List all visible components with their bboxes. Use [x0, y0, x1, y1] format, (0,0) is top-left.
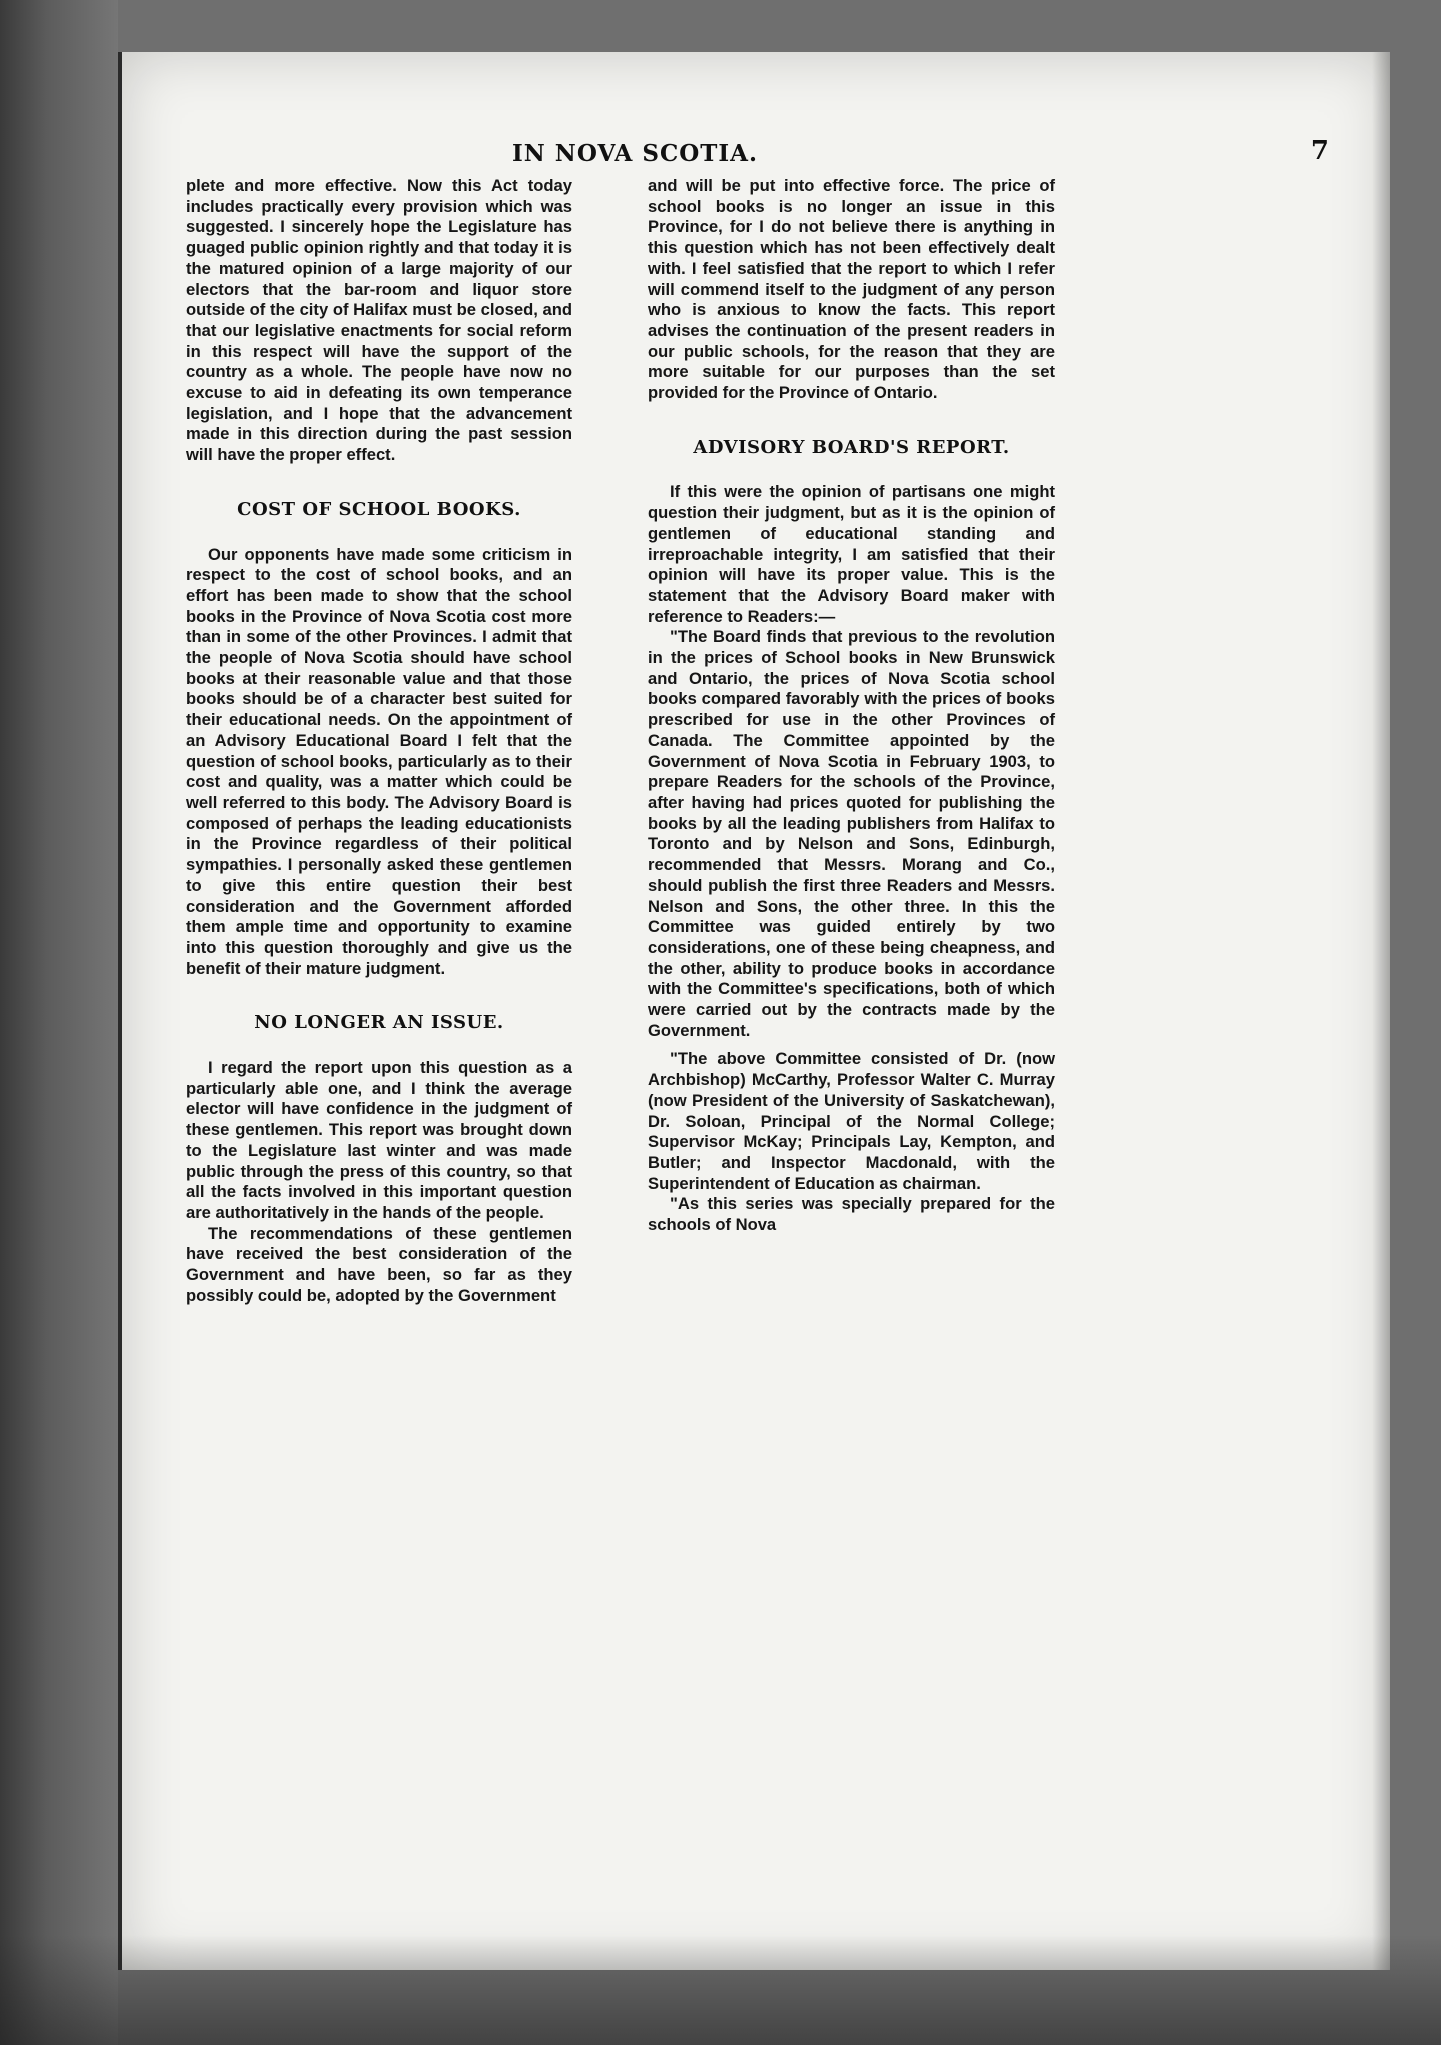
section-heading: COST OF SCHOOL BOOKS. — [237, 498, 521, 520]
running-head: IN NOVA SCOTIA. — [512, 140, 759, 167]
paragraph: The recommendations of these gentlemen have received the best consideration of the Government and have been, so far as they possibly could be, adopted by the Government — [186, 1223, 572, 1305]
paragraph: and will be put into effective force. The price of school books is no longer an issue in this Province, for I do not believe there is anything in this question which has not been effectively dealt with. I feel satisfied that the report to which I refer will commend itself to the judgment of any person who is anxious to know the facts. This report advises the continuation of the present readers in our public schools, for the reason that they are more suitable for our purposes than the set provided for the Province of Ontario. — [648, 176, 1055, 403]
left-column — [186, 176, 572, 1306]
scan-bottom-shadow — [0, 1935, 1441, 2045]
paragraph: plete and more effective. Now this Act today includes practically every provision which was suggested. I sincerely hope the Legislature has guaged public opinion rightly and that today it is the matured opinion of a large majority of our electors that the bar-room and liquor store outside of the city of Halifax must be closed, and that our legislative enactments for social reform in this respect will have the support of the country as a whole. The people have now no excuse to aid in defeating its own temperance legislation, and I hope that the advancement made in this direction during the past session will have the proper effect. — [186, 176, 572, 465]
paragraph: Our opponents have made some criticism in respect to the cost of school books, and an effort has been made to show that the school books in the Province of Nova Scotia cost more than in some of the other Provinces. I admit that the people of Nova Scotia should have school books at their reasonable value and that those books should be of a character best suited for their educational needs. On the appointment of an Advisory Educational Board I felt that the question of school books, particularly as to their cost and quality, was a matter which could be well referred to this body. The Advisory Board is composed of perhaps the leading educationists in the Province regardless of their political sympathies. I personally asked these gentlemen to give this entire question their best consideration and the Government afforded them ample time and opportunity to examine into this question thoroughly and give us the benefit of their mature judgment. — [186, 544, 572, 978]
paragraph: "As this series was specially prepared for the schools of Nova — [648, 1194, 1055, 1235]
paragraph-gap — [648, 1041, 1055, 1049]
paragraph: If this were the opinion of partisans one might question their judgment, but as it is the opinion of gentlemen of educational standing and irreproachable integrity, I am satisfied that their opinion will have its proper value. This is the statement that the Advisory Board maker with reference to Readers:— — [648, 482, 1055, 626]
page-edge-shadow — [1372, 52, 1390, 1970]
paragraph: "The Board finds that previous to the revolution in the prices of School books in New Brunswick and Ontario, the prices of Nova Scotia school books compared favorably with the prices of books prescribed for use in the other Provinces of Canada. The Committee appointed by the Government of Nova Scotia in February 1903, to prepare Readers for the schools of the Province, after having had prices quoted for publishing the books by all the leading publishers from Halifax to Toronto and by Nelson and Sons, Edinburgh, recommended that Messrs. Morang and Co., should publish the first three Readers and Messrs. Nelson and Sons, the other three. In this the Committee was guided entirely by two considerations, one of these being cheapness, and the other, ability to produce books in accordance with the Committee's specifications, both of which were carried out by the contracts made by the Government. — [648, 627, 1055, 1040]
scan-left-margin — [0, 0, 118, 2045]
section-heading: ADVISORY BOARD'S REPORT. — [693, 436, 1010, 458]
page-number: 7 — [1310, 136, 1329, 166]
section-heading: NO LONGER AN ISSUE. — [254, 1012, 504, 1034]
paragraph: I regard the report upon this question as a particularly able one, and I think the average elector will have confidence in the judgment of these gentlemen. This report was brought down to the Legislature last winter and was made public through the press of this country, so that all the facts involved in this important question are authoritatively in the hands of the people. — [186, 1058, 572, 1222]
right-column — [648, 176, 1055, 1236]
paragraph: "The above Committee consisted of Dr. (now Archbishop) McCarthy, Professor Walter C. Murray (now President of the University of Saskatchewan), Dr. Soloan, Principal of the Normal College; Supervisor McKay; Principals Lay, Kempton, and Butler; and Inspector Macdonald, with the Superintendent of Education as chairman. — [648, 1049, 1055, 1193]
